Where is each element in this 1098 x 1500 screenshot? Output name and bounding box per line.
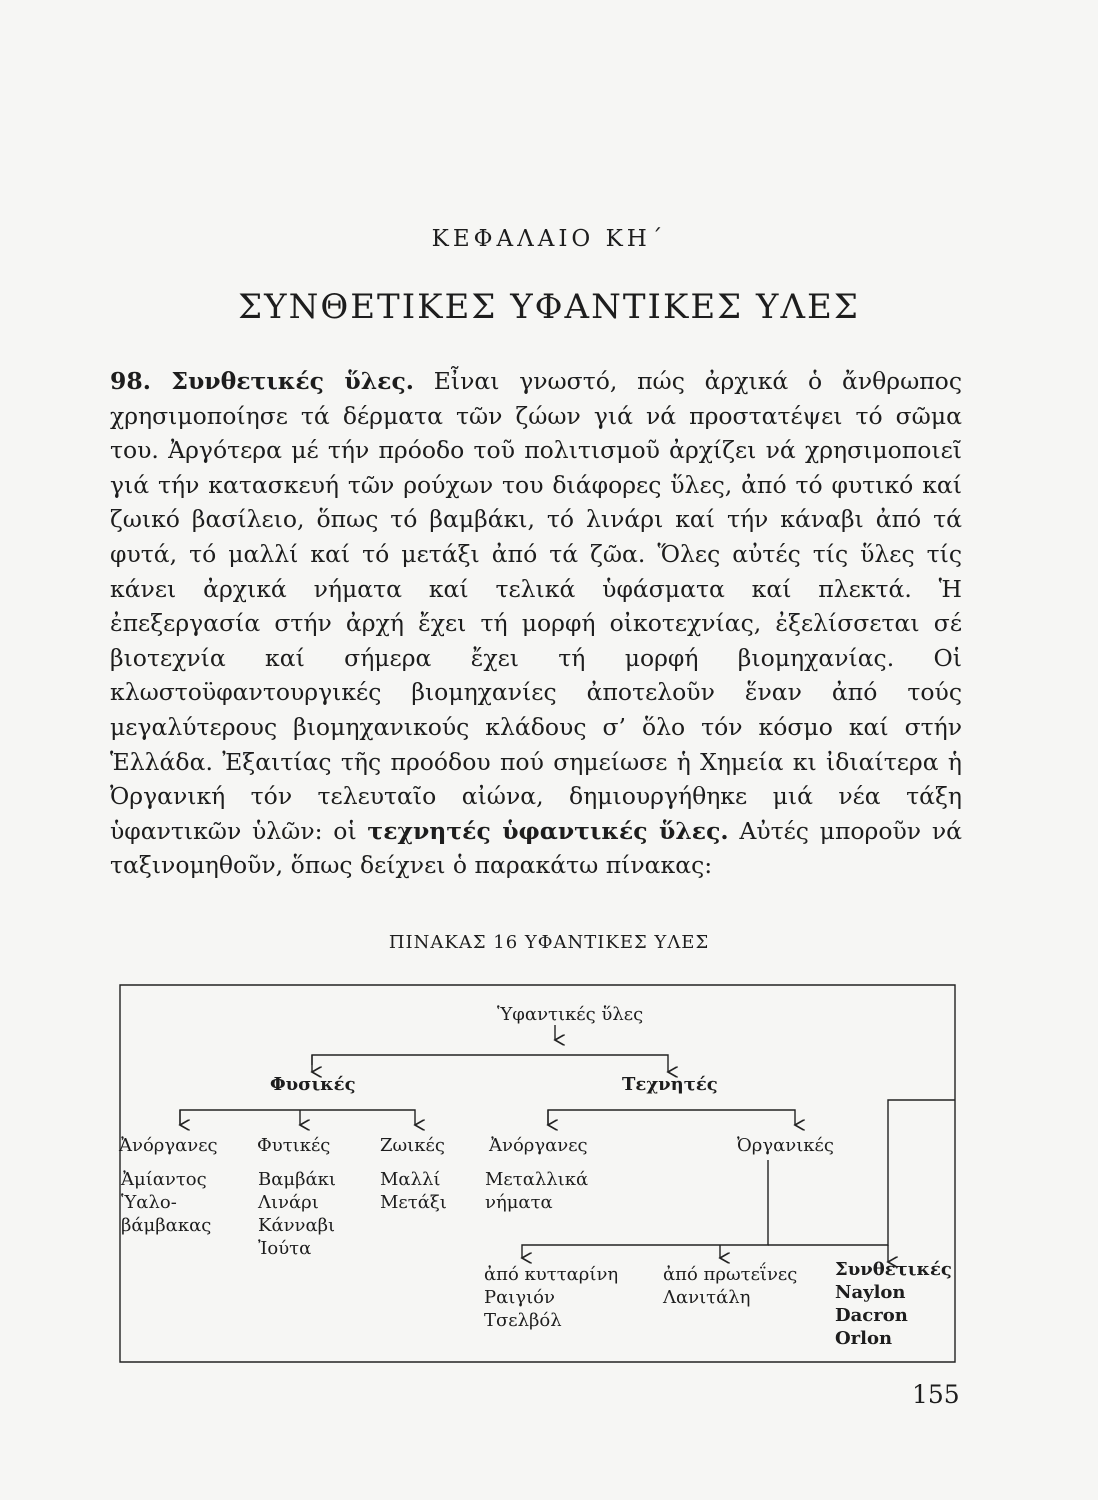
bold-term: τεχνητές ὑφαντικές ὕλες.: [367, 816, 729, 845]
list-item: Naylon: [835, 1282, 906, 1303]
list-item: Dacron: [835, 1305, 908, 1326]
connector-artificial-split: [548, 1110, 795, 1125]
list-item: Orlon: [835, 1328, 893, 1349]
list-item: νήματα: [485, 1192, 553, 1213]
chapter-title: ΣΥΝΘΕΤΙΚΕΣ ΥΦΑΝΤΙΚΕΣ ΥΛΕΣ: [238, 287, 860, 327]
node-synthetic: Συνθετικές: [835, 1259, 952, 1280]
list-item: Ἀμίαντος: [121, 1169, 207, 1190]
list-item: Μαλλί: [380, 1169, 441, 1190]
node-protein: ἀπό πρωτεΐνες: [663, 1264, 798, 1285]
connector-root-split: [312, 1055, 668, 1072]
paragraph-text-2: Αὐτές μποροῦν νά ταξινομηθοῦν, ὅπως δείχνει ὁ παρακάτω πίνακας:: [110, 816, 962, 880]
list-item: Τσελβόλ: [484, 1310, 562, 1331]
list-item: Λινάρι: [258, 1192, 319, 1213]
list-item: Βαμβάκι: [258, 1169, 336, 1190]
list-item: Ραιγιόν: [484, 1287, 555, 1308]
connector-natural-split: [180, 1110, 415, 1125]
paragraph-text-1: Εἶναι γνωστό, πώς ἀρχικά ὁ ἄνθρωπος χρησιμοποίησε τά δέρματα τῶν ζώων γιά νά προστατέψει τό σῶμα του. Ἀργότερα μέ τήν πρόοδο τοῦ πολιτισμοῦ ἀρχίζει νά χρησιμοποιεῖ γιά τήν κατασκευή τῶν ρούχων του διάφορες ὕλες, ἀπό τό φυτικό καί ζωικό βασίλειο, ὅπως τό βαμβάκι, τό λινάρι καί τήν κάναβι ἀπό τά φυτά, τό μαλλί καί τό μετάξι ἀπό τά ζῶα. Ὅλες αὐτές τίς ὕλες τίς κάνει ἀρχικά νήματα καί τελικά ὑφάσματα καί πλεκτά. Ἡ ἐπεξεργασία στήν ἀρχή ἔχει τή μορφή οἰκοτεχνίας, ἐξελίσσεται σέ βιοτεχνία καί σήμερα ἔχει τή μορφή βιομηχανίας. Οἱ κλωστοϋφαντουργικές βιομηχανίες ἀποτελοῦν ἕναν ἀπό τούς μεγαλύτερους βιομηχανικούς κλάδους σ’ ὅλο τόν κόσμο καί στήν Ἑλλάδα. Ἐξαιτίας τῆς προόδου πού σημείωσε ἡ Χημεία κι ἰδιαίτερα ἡ Ὀργανική τόν τελευταῖο αἰώνα, δημιουργήθηκε μιά νέα τάξη ὑφαντικῶν ὑλῶν: οἱ: [110, 367, 962, 845]
section-heading: 98. Συνθετικές ὕλες.: [110, 367, 414, 395]
node-artificial-inorganic: Ἀνόργανες: [489, 1135, 588, 1156]
node-natural-inorganic: Ἀνόργανες: [119, 1135, 218, 1156]
node-root: Ὑφαντικές ὕλες: [497, 1004, 644, 1025]
node-plant: Φυτικές: [257, 1135, 331, 1156]
list-item: Λανιτάλη: [663, 1287, 751, 1308]
node-animal: Ζωικές: [380, 1135, 445, 1156]
connector-synthetic: [768, 1100, 955, 1245]
list-item: Ὑαλο-: [121, 1192, 177, 1213]
page-number: 155: [912, 1380, 960, 1409]
chapter-label: ΚΕΦΑΛΑΙΟ ΚΗ΄: [431, 226, 667, 252]
node-artificial: Τεχνητές: [622, 1074, 718, 1095]
list-item: Κάνναβι: [258, 1215, 336, 1236]
list-item: Ἰούτα: [258, 1238, 312, 1259]
node-cellulose: ἀπό κυτταρίνη: [484, 1264, 619, 1285]
list-item: Μεταλλικά: [485, 1169, 589, 1190]
table-caption: ΠΙΝΑΚΑΣ 16 ΥΦΑΝΤΙΚΕΣ ΥΛΕΣ: [388, 932, 710, 953]
node-natural: Φυσικές: [270, 1074, 356, 1095]
node-organic: Ὀργανικές: [737, 1135, 834, 1156]
list-item: Μετάξι: [380, 1192, 447, 1213]
list-item: βάμβακας: [121, 1215, 212, 1236]
